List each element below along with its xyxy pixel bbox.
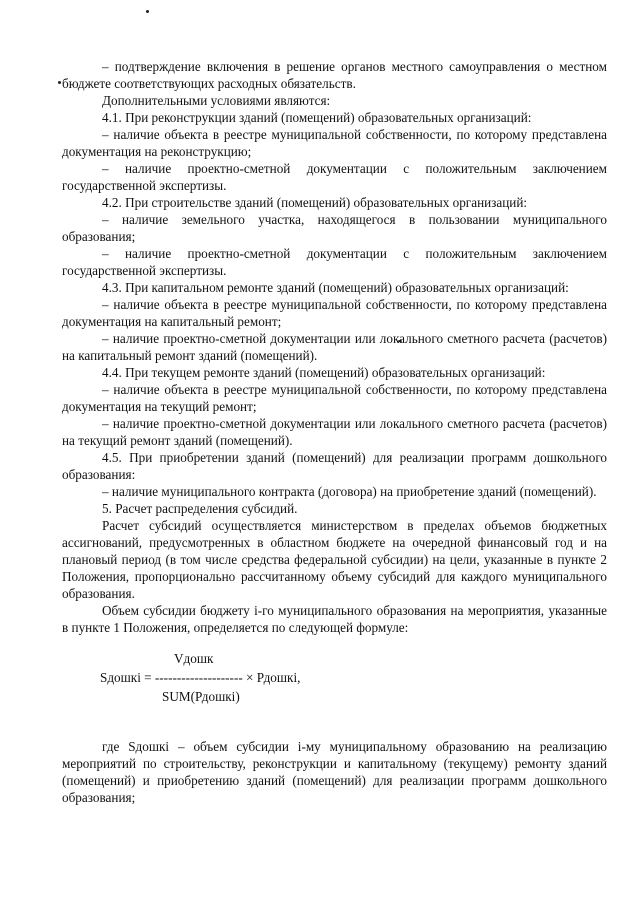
paragraph: – наличие проектно-сметной документации с положительным заключением государственной экспертизы. — [62, 161, 607, 193]
paragraph: – наличие объекта в реестре муниципальной собственности, по которому представлена документация на капитальный ремонт; — [62, 297, 607, 329]
paragraph: 4.2. При строительстве зданий (помещений) образовательных организаций: — [102, 195, 528, 210]
paragraph: – наличие земельного участка, находящегося в пользовании муниципального образования; — [62, 212, 607, 244]
paragraphs-top — [62, 58, 607, 636]
formula-numerator: Vдошк — [174, 651, 214, 666]
scan-mark — [58, 81, 61, 84]
document-body — [62, 58, 607, 806]
paragraph: – наличие муниципального контракта (договора) на приобретение зданий (помещений). — [102, 484, 597, 499]
paragraph: 4.5. При приобретении зданий (помещений) для реализации программ дошкольного образования: — [62, 450, 607, 482]
paragraphs-bottom — [62, 738, 607, 806]
paragraph: 4.1. При реконструкции зданий (помещений) образовательных организаций: — [102, 110, 532, 125]
formula-denominator: SUM(Рдошкi) — [162, 689, 240, 704]
paragraph: – наличие объекта в реестре муниципальной собственности, по которому представлена документация на реконструкцию; — [62, 127, 607, 159]
formula — [62, 650, 607, 712]
paragraph: – наличие проектно-сметной документации с положительным заключением государственной экспертизы. — [62, 246, 607, 278]
paragraph: где Sдошкi – объем субсидии i-му муниципальному образованию на реализацию мероприятий по строительству, реконструкции и капитальному (текущему) ремонту зданий (помещений) и приобретению зданий (помещений) для реализации программ дошкольного образования; — [62, 739, 607, 805]
paragraph: – наличие объекта в реестре муниципальной собственности, по которому представлена документация на текущий ремонт; — [62, 382, 607, 414]
formula-lhs: Sдошкi = -------------------- × Рдошкi, — [100, 670, 301, 685]
scan-mark — [146, 10, 149, 13]
paragraph: Объем субсидии бюджету i-го муниципального образования на мероприятия, указанные в пункте 1 Положения, определяется по следующей формуле: — [62, 603, 607, 635]
paragraph: – наличие проектно-сметной документации или локального сметного расчета (расчетов) на текущий ремонт зданий (помещений). — [62, 416, 607, 448]
paragraph: – подтверждение включения в решение органов местного самоуправления о местном бюджете соответствующих расходных обязательств. — [62, 59, 607, 91]
paragraph: 5. Расчет распределения субсидий. — [102, 501, 298, 516]
paragraph: – наличие проектно-сметной документации или локального сметного расчета (расчетов) на капитальный ремонт зданий (помещений). — [62, 331, 607, 363]
paragraph: 4.3. При капитальном ремонте зданий (помещений) образовательных организаций: — [102, 280, 569, 295]
paragraph: 4.4. При текущем ремонте зданий (помещений) образовательных организаций: — [102, 365, 546, 380]
paragraph: Дополнительными условиями являются: — [102, 93, 331, 108]
paragraph: Расчет субсидий осуществляется министерством в пределах объемов бюджетных ассигнований, предусмотренных в областном бюджете на очередной финансовый год и на плановый период (в том числе средства федеральной субсидии) на цели, указанные в пункте 2 Положения, пропорционально рассчитанному объему субсидий для каждого муниципального образования. — [62, 518, 607, 601]
